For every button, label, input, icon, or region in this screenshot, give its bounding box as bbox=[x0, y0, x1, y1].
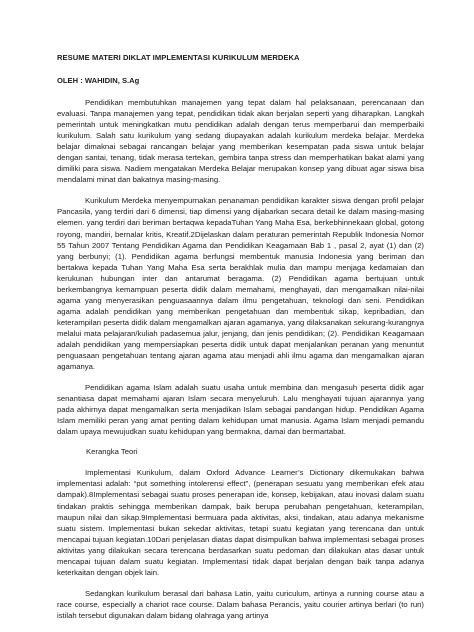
document-title: RESUME MATERI DIKLAT IMPLEMENTASI KURIKULUM MERDEKA bbox=[57, 53, 300, 62]
section-heading: Kerangka Teori bbox=[86, 447, 138, 457]
paragraph-theory-1: Implementasi Kurikulum, dalam Oxford Advance Learner’s Dictionary dikemukakan bahwa implementasi adalah: “put something intolerensi effect”, (penerapan sesuatu yang memberikan efek atau dampak).8Implementasi sebagai suatu proses penerapan ide, konsep, kebijakan, atau inovasi dalam suatu tindakan praktis sehingga memberikan dampak, baik berupa perubahan pengetahuan, keterampilan, maupun nilai dan sikap.9Implementasi bermuara pada aktivitas, aksi, tindakan, atau adanya mekanisme suatu sistem. Implementasi bukan sekedar aktivitas, tetapi suatu kegiatan yang terencana dan untuk mencapai tujuan kegiatan.10Dari penjelasan diatas dapat disimpulkan bahwa implementasi sebagai proses aktivitas yang dilakukan secara terencana berdasarkan suatu pedoman dan dilakukan atas dasar untuk mencapai tujuan dalam suatu kegiatan. Implementasi tidak dapat berjalan dengan baik tanpa adanya keterkaitan dengan objek lain. bbox=[57, 468, 424, 577]
paragraph-intro-2: Kurikulum Merdeka menyempurnakan penanaman pendidikan karakter siswa dengan profil pelajar Pancasila, yang terdiri dari 6 dimensi, tiap dimensi yang dijabarkan secara detail ke dalam masing-masing elemen. yang terdiri dari beriman bertaqwa kepadaTuhan Yang Maha Esa, berkebhinnekaan global, gotong royong, mandiri, bernalar kritis, Kreatif.2Dijelaskan dalam peraturan pemerintah Republik Indonesia Nomor 55 Tahun 2007 Tentang Pendidikan Agama dan Pendidikan Keagamaan Bab 1 , pasal 2, ayat (1) dan (2) yang berbunyi; (1). Pendidikan agama berfungsi membentuk manusia Indonesia yang beriman dan bertakwa kepada Tuhan Yang Maha Esa serta berakhlak mulia dan mampu menjaga kedamaian dan kerukunan hubungan inter dan antarumat beragama. (2) Pendidikan agama bertujuan untuk berkembangnya kemampuan peserta didik dalam memahami, menghayati, dan mengamalkan nilai-nilai agama yang menyerasikan penguasaannya dalam ilmu pengetahuan, teknologi dan seni. Pendidikan agama adalah pendidikan yang memberikan pengetahuan dan membentuk sikap, kepribadian, dan keterampilan peserta didik dalam mengamalkan ajaran agamanya, yang dilaksanakan sekurang-kurangnya melalui mata pelajaran/kuliah padasemua jalur, jenjang, dan jenis pendidikan; (2). Pendidikan Keagamaan adalah pendidikan yang mempersiapkan peserta didik untuk dapat menjalankan peranan yang menuntut penguasaan pengetahuan tentang ajaran agama atau menjadi ahli ilmu agama dan mengamalkan ajaran agamanya. bbox=[57, 196, 424, 372]
document-author: OLEH : WAHIDIN, S.Ag bbox=[57, 76, 140, 85]
paragraph-intro-3: Pendidikan agama Islam adalah suatu usaha untuk membina dan mengasuh peserta didik agar senantiasa dapat memahami ajaran Islam secara menyeluruh. Lalu menghayati tujuan ajarannya yang pada akhirnya dapat mengamalkan serta menjadikan Islam sebagai pandangan hidup. Pendidikan Agama Islam memiliki peran yang amat penting dalam kehidupan umat manusia. Agama Islam menjadi pemandu dalam upaya mewujudkan suatu kehidupan yang bermakna, damai dan bermartabat. bbox=[57, 383, 424, 437]
paragraph-theory-2: Sedangkan kurikulum berasal dari bahasa Latin, yaitu curiculum, artinya a running course atau a race course, especially a chariot race course. Dalam bahasa Perancis, yaitu courier artinya berlari (to run) istilah tersebut digunakan dalam bidang olahraga yang artinya bbox=[57, 588, 424, 620]
paragraph-intro-1: Pendidikan membutuhkan manajemen yang tepat dalam hal pelaksanaan, perencanaan dan evaluasi. Tanpa manajemen yang tepat, pendidikan tidak akan berjalan seperti yang diharapkan. Langkah pemerintah untuk meningkatkan mutu pendidikan adalah dengan terus memperbarui dan memperbaiki kurikulum. Salah satu kurikulum yang sedang diupayakan adalah kurikulum merdeka belajar. Merdeka belajar dimaknai sebagai rancangan belajar yang memberikan kesempatan pada siswa untuk belajar dengan santai, tenang, tidak merasa tertekan, gembira tanpa stress dan memperhatikan bakat alami yang dimiliki para siswa. Nadiem mengatakan Merdeka Belajar merupakan konsep yang dibuat agar siswa bisa mendalami minat dan bakatnya masing-masing. bbox=[57, 98, 424, 185]
